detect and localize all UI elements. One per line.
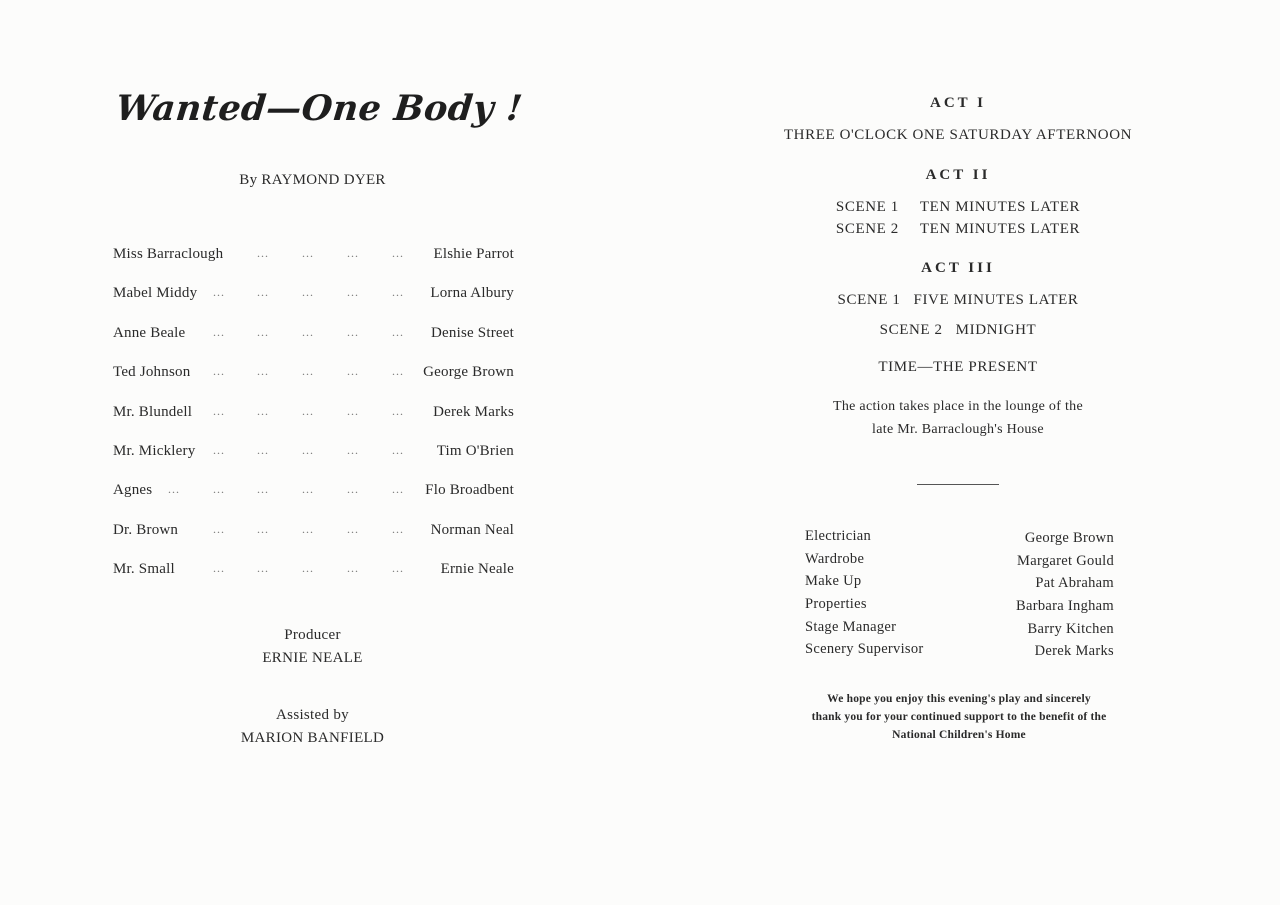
dot-leader: ... [257, 364, 269, 379]
dot-leader: ... [257, 285, 269, 300]
description-line: late Mr. Barraclough's House [872, 422, 1044, 437]
crew-person: George Brown [1024, 530, 1114, 546]
producer-credit [0, 624, 625, 670]
dot-leader: ... [392, 442, 404, 457]
dot-leader: ... [347, 246, 359, 260]
crew-person: Barbara Ingham [1015, 598, 1114, 615]
crew-role: Wardrobe [805, 550, 865, 567]
cast-actor: Ernie Neale [440, 561, 514, 578]
dot-leader: ... [302, 324, 314, 339]
dot-leader: ... [302, 482, 314, 497]
crew-role: Electrician [805, 528, 872, 544]
dot-leader: ... [257, 482, 269, 497]
cast-actor: Norman Neal [430, 521, 514, 538]
cast-role: Mr. Micklery [113, 442, 196, 459]
dot-leader: ... [347, 403, 359, 418]
cast-role: Ted Johnson [113, 364, 191, 381]
crew-role: Properties [805, 596, 867, 613]
dot-leader: ... [392, 364, 404, 379]
dot-leader: ... [257, 521, 269, 536]
dot-leader: ... [257, 324, 269, 339]
producer-label: Producer [284, 627, 341, 643]
crew-row [805, 551, 1114, 574]
scene-label: SCENE 2 [835, 221, 899, 237]
scene-label: SCENE 1 [835, 199, 899, 215]
cast-row [113, 441, 514, 480]
dot-leader: ... [392, 521, 404, 536]
closing-note [640, 690, 1278, 744]
crew-person: Margaret Gould [1017, 552, 1114, 569]
cast-row [113, 244, 514, 283]
act2-scene-row [836, 218, 1080, 240]
scene-time: TEN MINUTES LATER [919, 199, 1081, 215]
dot-leader: ... [257, 561, 269, 576]
scene-time: TEN MINUTES LATER [919, 221, 1081, 237]
section-divider [917, 484, 999, 485]
act2-heading: ACT II [925, 167, 991, 183]
cast-actor: Tim O'Brien [436, 442, 514, 459]
dot-leader: ... [213, 521, 225, 536]
cast-row [113, 402, 514, 441]
dot-leader: ... [347, 324, 359, 339]
dot-leader: ... [392, 324, 404, 339]
crew-row [805, 641, 1114, 664]
act1-line: THREE O'CLOCK ONE SATURDAY AFTERNOON [783, 127, 1133, 143]
crew-role: Scenery Supervisor [805, 641, 924, 658]
act3-scene2: SCENE 2 MIDNIGHT [879, 322, 1037, 338]
dot-leader: ... [392, 403, 404, 418]
cast-role: Anne Beale [113, 324, 186, 341]
cast-list [113, 244, 514, 599]
dot-leader: ... [302, 403, 314, 418]
closing-line: National Children's Home [892, 729, 1026, 741]
dot-leader: ... [213, 403, 225, 418]
dot-leader: ... [347, 482, 359, 497]
cast-row [113, 559, 514, 598]
cast-actor: Flo Broadbent [425, 482, 514, 499]
crew-row [805, 573, 1114, 596]
dot-leader: ... [347, 521, 359, 536]
dot-leader: ... [213, 364, 225, 379]
closing-line: thank you for your continued support to the benefit of the [811, 711, 1107, 723]
crew-person: Barry Kitchen [1027, 620, 1114, 637]
cast-row [113, 520, 514, 559]
dot-leader: ... [347, 442, 359, 457]
cast-actor: Derek Marks [433, 403, 514, 420]
assist-name: MARION BANFIELD [240, 730, 385, 746]
producer-name: ERNIE NEALE [262, 650, 363, 666]
right-page [640, 0, 1280, 905]
dot-leader: ... [347, 364, 359, 379]
dot-leader: ... [257, 403, 269, 418]
assistant-credit [0, 704, 625, 750]
dot-leader: ... [302, 285, 314, 300]
crew-role: Stage Manager [805, 618, 897, 635]
assist-label: Assisted by [276, 707, 349, 723]
crew-row [805, 619, 1114, 642]
act2-scenes [640, 196, 1276, 240]
cast-row [113, 480, 514, 519]
crew-person: Pat Abraham [1035, 575, 1114, 592]
dot-leader: ... [213, 285, 225, 300]
dot-leader: ... [257, 442, 269, 457]
cast-role: Dr. Brown [113, 521, 179, 538]
cast-actor: Lorna Albury [430, 285, 514, 302]
crew-row [805, 528, 1114, 551]
closing-line: We hope you enjoy this evening's play and sincerely [827, 693, 1091, 705]
dot-leader: ... [392, 482, 404, 497]
dot-leader: ... [392, 246, 404, 260]
dot-leader: ... [392, 285, 404, 300]
crew-list [805, 528, 1114, 664]
description-line: The action takes place in the lounge of the [832, 399, 1084, 414]
dot-leader: ... [302, 561, 314, 576]
cast-role: Mabel Middy [113, 285, 198, 302]
dot-leader: ... [302, 521, 314, 536]
author-line: By RAYMOND DYER [239, 172, 386, 188]
setting-description [640, 395, 1276, 441]
act2-scene-row [836, 196, 1080, 218]
dot-leader: ... [302, 364, 314, 379]
dot-leader: ... [347, 285, 359, 300]
dot-leader: ... [213, 561, 225, 576]
cast-row [113, 362, 514, 401]
cast-role: Mr. Small [113, 561, 175, 578]
play-title: Wanted—One Body ! [113, 88, 525, 129]
act1-heading: ACT I [930, 95, 986, 111]
cast-role: Mr. Blundell [113, 403, 193, 420]
crew-person: Derek Marks [1034, 643, 1114, 660]
dot-leader: ... [213, 482, 225, 497]
cast-actor: Elshie Parrot [433, 246, 514, 262]
cast-row [113, 323, 514, 362]
dot-leader: ... [213, 324, 225, 339]
cast-actor: Denise Street [431, 324, 514, 341]
scene-list [836, 196, 1080, 240]
act3-scene1: SCENE 1 FIVE MINUTES LATER [837, 292, 1079, 308]
dot-leader: ... [302, 246, 314, 260]
cast-actor: George Brown [423, 364, 514, 381]
dot-leader: ... [168, 482, 180, 497]
act3-heading: ACT III [921, 260, 995, 276]
dot-leader: ... [213, 442, 225, 457]
dot-leader: ... [347, 561, 359, 576]
time-line: TIME—THE PRESENT [878, 359, 1038, 375]
cast-role: Miss Barraclough [113, 246, 224, 262]
cast-row [113, 283, 514, 322]
crew-row [805, 596, 1114, 619]
crew-role: Make Up [805, 573, 862, 590]
cast-role: Agnes [113, 482, 153, 499]
dot-leader: ... [392, 561, 404, 576]
dot-leader: ... [257, 246, 269, 260]
dot-leader: ... [302, 442, 314, 457]
